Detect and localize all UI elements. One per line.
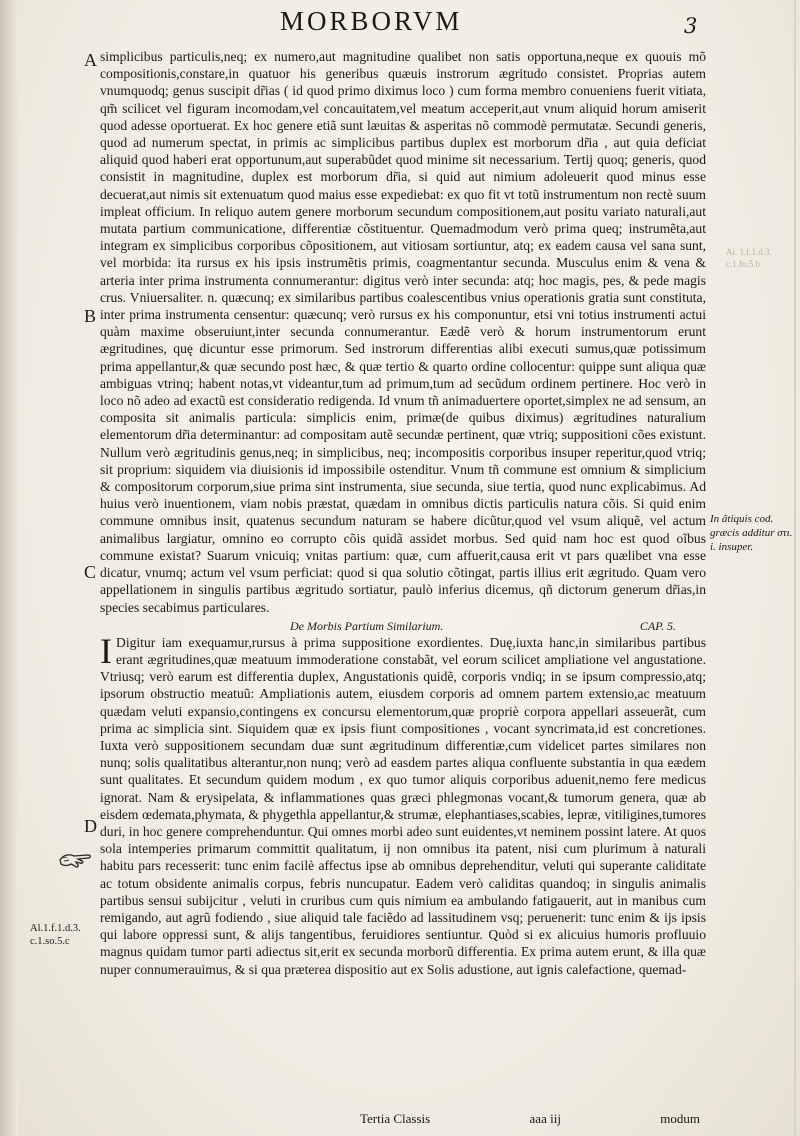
gathering-number: iij — [550, 1111, 561, 1126]
running-title: MORBORVM — [280, 6, 463, 36]
signature-line: Tertia Classis — [360, 1111, 431, 1126]
gathering-letters: aaa — [529, 1111, 547, 1126]
faint-margin-note — [726, 246, 772, 270]
left-ref-line-1: Al.1.f.1.d.3. — [30, 923, 81, 934]
left-ref-line-2: c.1.so.5.c — [30, 936, 70, 947]
binding-gutter — [0, 0, 18, 1136]
chapter-heading — [100, 616, 706, 634]
paragraph-1: simplicibus particulis,neq; ex numero,aut magnitudine qualibet non satis opportuna,neque ex quouis mõ compositionis,constare,in quatuor his generibus quæuis instrorum ægritudo consistet. Proprias autem vnumquodq; genus suscipit dr̃ias ( id quod primo diximus loco ) cum forma membro conueniens fuerit vitiata, qm̃ scilicet vel figuram incomodam,vel concauitatem,vel meatum acceperit,aut vnum aliquid horum amiserit quod adesse oportuerat. Ex hoc genere etiã sunt læuitas & asperitas nõ commodè permutatæ. Secundi generis, quod ad numerum spectat, in primis ac simplicibus partibus duplex est morborum dr̃ia , aut quia deficiat aliquid quod haberi erat opportunum,aut superabũdet quod minime sit necessarium. Tertij quoq; generis, quod consistit in magnitudine, duplex est morborum dr̃ia, si quid aut nimium adoleuerit quod minus esse decuerat,aut nimis sit extenuatum quod maius esse expediebat: ex quo fit vt totũ instrumentum non rectè suum impleat officium. In reliquo autem genere morborum secundum compositionem,aut positu variato naturali,aut mutata partium communicatione, differentiæ cõstituentur. Quemadmodum verò prima queq; instrumẽta,aut integram ex simplicibus corporibus cõpositionem, aut vitiosam sortiuntur, atq; ex eadem causa vel sana sunt, vel morbida: ita rursus ex his ipsis instrumẽtis primis, coagmentantur secunda. Musculus enim & vena & arteria inter prima instrumenta connumerantur: digitus verò inter secunda: atq; hoc magis, pes, & pede magis crus. Vniuersaliter. n. quæcunq; ex similaribus partibus coalescentibus vnius operationis gratia sunt constituta, inter prima instrumenta censentur: quæcunq; verò rursus ex his componuntur, etsi vni totius instrumenti actui quàm maxime obseruiunt,inter secunda connumerantur. Eædẽ verò & horum instrumentorum erunt ægritudines, quę dicuntur esse primorum. Sed instrorum differentias alibi executi sumus,quæ potissimum prima appellantur,& quæ secundo post hæc, & quæ tertio & quarto ordine collocentur: quippe sunt aliqua quæ ambiguas vtrinq; habent notas,vt videantur,tum ad primum,tum ad secũdum ordinem pertinere. Hoc verò in loco nõ adeo ad exactũ est consideratio redigenda. Id vnum tñ animaduertere oportet,simplex ne ad sensum, an composita sit animalis particula: simplicis enim, primæ(de quibus diximus) ægritudines naturalium elementorum dr̃ia determinantur: ad compositam autẽ secundæ pertinent, quæ vtriq; suppositioni cões existunt. Nullum verò ægritudinis genus,neq; in simplicibus, neq; incompositis corporibus insuper reperitur,quod vtriq; sit proprium: siquidem via diuisionis id impossibile ostenditur. Vnum tñ commune est omnium & simplicium & compositorum corporum,siue prima sint instrumenta, siue secunda, siue tertia, quod nunc explicabimus. Ad huius verò inuentionem, viam nobis præstat, quædam in omnibus dictis particulis natura cõis. Si quid enim commune omnibus insit, quatenus secundum naturam se habere dicũtur,quod vel vsum aliquẽ, vel actum animalibus largiatur, omnino eo corrupto cõis quidã assidet morbus. Sed quid nam hoc est quod oĩbus commune existat? Suarum vnicuiq; vnitas partium: quæ, cum affuerit,causa erit vt pars quælibet vna esse dicatur, vnumq; actum vel vsum perficiat: quod si qua solutio cõtingat, partis illius erit ægritudo. Quam vero appellationem in singulis partibus ægritudo sortiatur, paulò inferius dicemus, qñ dictorum generum dr̃ias,in species secabimus particulares. — [100, 49, 706, 615]
faint-note-line-1: Al. 1.f.1.d.3. — [726, 247, 772, 257]
margin-note-greek: In ãtiquis cod. græcis additur στι. i. insuper. — [710, 513, 793, 553]
main-text-column — [100, 48, 706, 978]
margin-note-left — [30, 922, 81, 948]
catchword: modum — [660, 1111, 700, 1126]
paragraph-2 — [100, 630, 706, 978]
drop-initial: I — [100, 630, 112, 671]
section-letter-d: D — [84, 816, 97, 836]
gathering-mark — [530, 1111, 561, 1127]
chapter-title: De Morbis Partium Similarium. — [290, 618, 444, 633]
section-letter-c: C — [84, 562, 97, 582]
page-footer — [360, 1111, 700, 1127]
section-letter-b: B — [84, 306, 97, 326]
page-number: 3 — [684, 14, 698, 38]
page-edge — [794, 0, 796, 1136]
faint-note-line-2: c.1.fo.5.b — [726, 259, 760, 269]
section-letter-a: A — [84, 50, 97, 70]
paragraph-2-text: Digitur iam exequamur,rursus à prima suppositione exordientes. Duę,iuxta hanc,in similaribus partibus erant ægritudines,quæ meatuum immoderatione constabãt, vel eorum scilicet ampliatione vel angustatione. Vtriusq; verò earum est differentia duplex, Angustationis quidẽ, corporis vndiq; in se ipsum compressio,atq; ipsorum obstructio meatuũ: Ampliationis autem, eiusdem corporis ad omnem partem extensio,ac meatuum quædam veluti expansio,contingens ex concursu elementorum,quæ propriè corpora appellari asseuerãt, cum prima ac simplicia sint. Siquidem quæ ex ipsis fiunt compositiones , vocant syncrimata,id est concretiones. Iuxta verò suppositionem secundam duæ sunt ægritudinum differentiæ,cum videlicet partes similares non nunq; solis qualitatibus alterantur,non nunq; verò ad easdem partes aliqua confluente substantia in qua eædem sunt qualitates. Et secundum quidem modum , ex quo tumor aliquis corporibus aduenit,nemo fere medicus ignorat. Nam & erysipelata, & inflammationes quas græci phlegmonas vocant,& tumorum genera, quæ ab eisdem œdemata,phymata, & phygethla appellantur,& strumæ, elephantiases,scabies, lepræ, vitiligines,tumores duri, in hoc genere comprehenduntur. Qui omnes morbi adeo sunt euidentes,vt neminem possint latere. At quos sola intemperies primarum committit qualitatum, ij non omnibus ita patent, nisi cum plurimum à naturali habitu pars recesserit: tunc enim facilè affectus ipse ab omnibus deprehenditur, veluti qui superante caliditate ac totum obsidente animalis corpus, febris nuncupatur. Eadem verò caliditas quandoq; in singulis animalis partibus sensui subijcitur , veluti in cruribus cum quis nimium ea ambulando fatigauerit, aut in manibus cum remigando, aut agrũ fodiendo , siue aliquid tale faciẽdo ad lassitudinem vsq; peruenerit: tunc enim & ijs ipsis qui labore oppressi sunt, & alijs tangentibus, feruidiores sentiuntur. Quòd si ex alicuius humoris profluuio magnus quidam tumor parti adiectus sit,erit ex secunda morborũ differentia. Ex prima autem erunt, & illa quæ nuper connumerauimus, & si qua præterea dispositio aut ex Solis adustione, aut ignis calefactione, quemad- — [100, 634, 706, 977]
manicule-pointing-hand-icon — [58, 846, 92, 872]
chapter-number: CAP. 5. — [639, 618, 676, 633]
